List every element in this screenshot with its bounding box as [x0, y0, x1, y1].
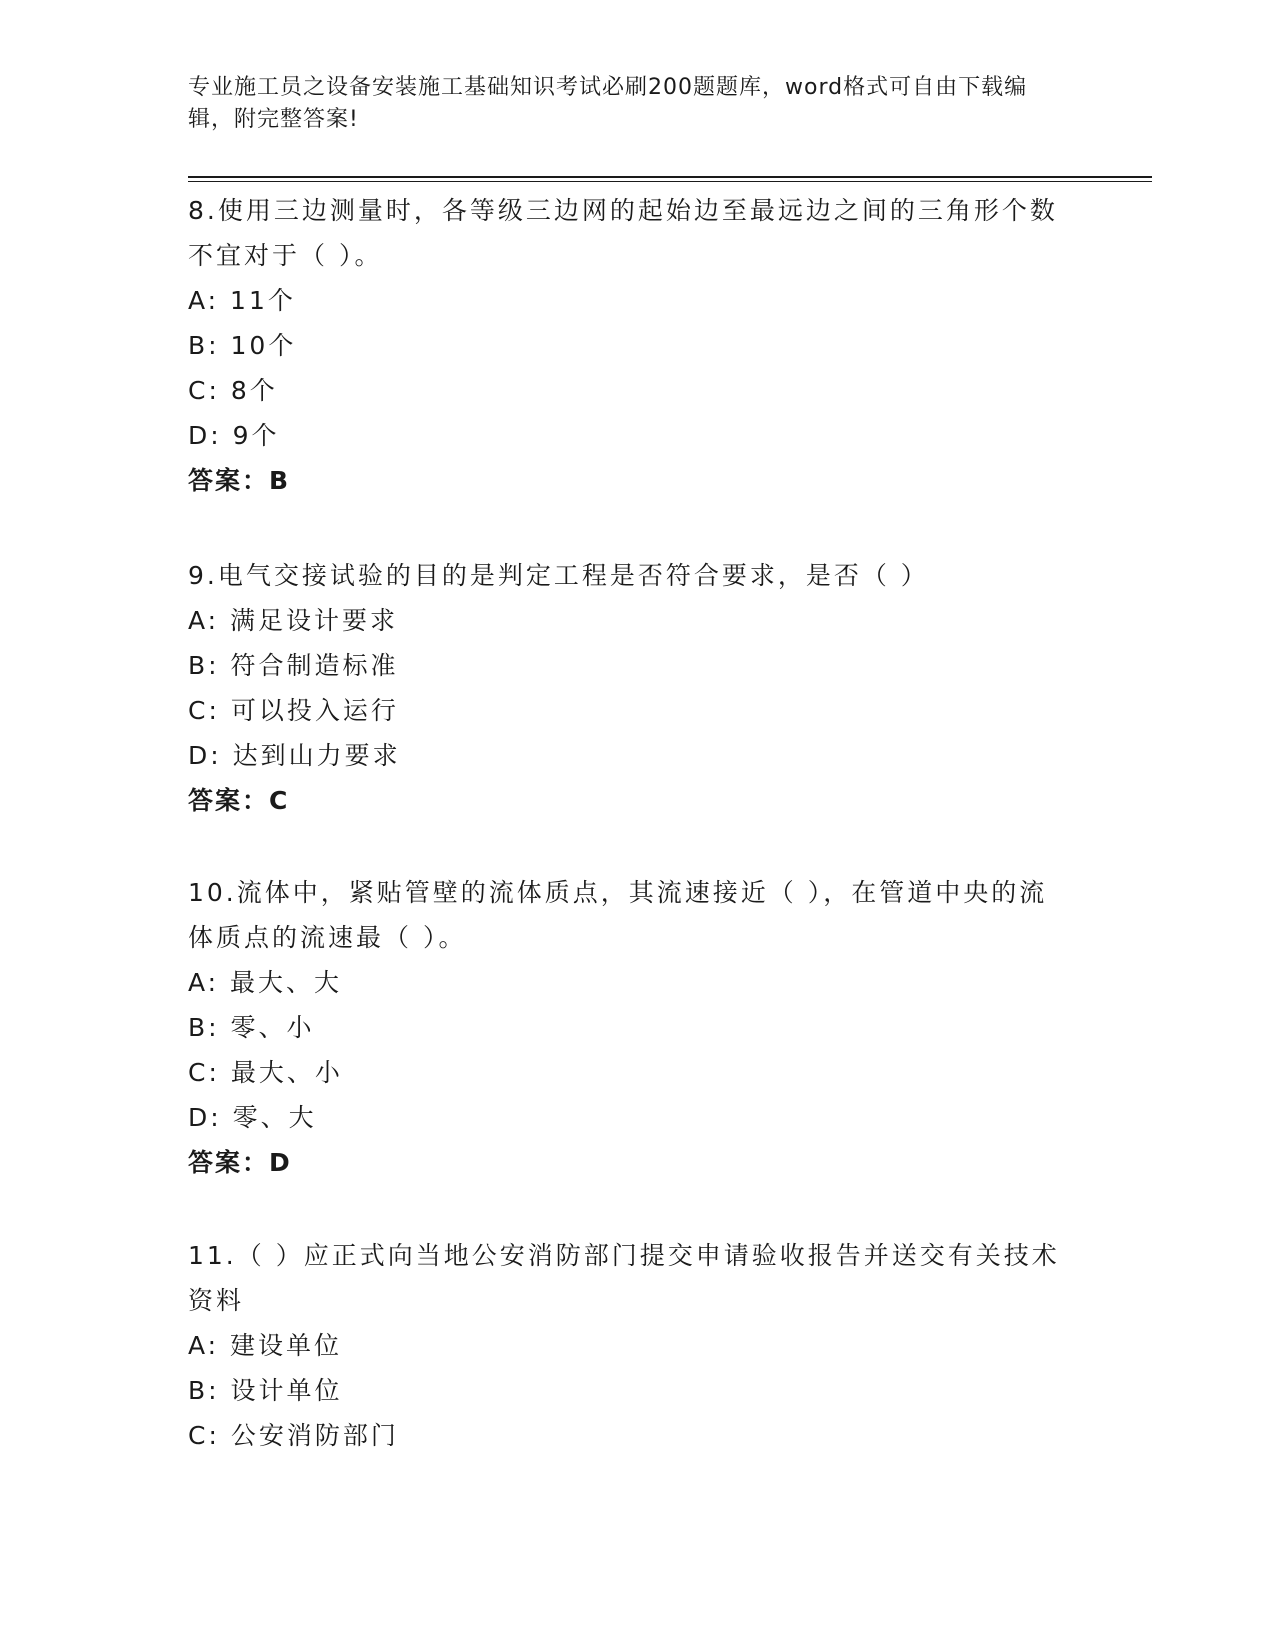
- option-b: B: 10个: [188, 331, 297, 360]
- question-stem: 9.电气交接试验的目的是判定工程是否符合要求，是否（ ）: [188, 561, 929, 590]
- option-c: C: 公安消防部门: [188, 1421, 399, 1450]
- answer-line: 答案：D: [188, 1148, 292, 1177]
- option-a: A: 建设单位: [188, 1331, 343, 1360]
- option-d: D: 9个: [188, 421, 280, 450]
- question-stem: 10.流体中，紧贴管壁的流体质点，其流速接近（ ），在管道中央的流体质点的流速最（ ）。: [188, 878, 1048, 952]
- answer-line: 答案：B: [188, 466, 291, 495]
- option-c: C: 8个: [188, 376, 278, 405]
- header-divider-thick: [188, 176, 1152, 178]
- option-b: B: 符合制造标准: [188, 651, 399, 680]
- question-8: [188, 188, 1068, 503]
- question-11: [188, 1233, 1068, 1458]
- option-a: A: 11个: [188, 286, 296, 315]
- option-d: D: 达到山力要求: [188, 741, 401, 770]
- option-b: B: 设计单位: [188, 1376, 343, 1405]
- document-header: 专业施工员之设备安装施工基础知识考试必刷200题题库，word格式可自由下载编辑，附完整答案!: [188, 75, 1028, 132]
- header-divider-thin: [188, 181, 1152, 182]
- option-d: D: 零、大: [188, 1103, 317, 1132]
- question-9: [188, 553, 1068, 823]
- option-c: C: 最大、小: [188, 1058, 343, 1087]
- option-c: C: 可以投入运行: [188, 696, 399, 725]
- option-a: A: 最大、大: [188, 968, 343, 997]
- answer-line: 答案：C: [188, 786, 290, 815]
- option-a: A: 满足设计要求: [188, 606, 399, 635]
- question-stem: 8.使用三边测量时，各等级三边网的起始边至最远边之间的三角形个数不宜对于（ ）。: [188, 196, 1058, 270]
- option-b: B: 零、小: [188, 1013, 315, 1042]
- question-10: [188, 870, 1068, 1185]
- question-stem: 11.（ ）应正式向当地公安消防部门提交申请验收报告并送交有关技术资料: [188, 1241, 1060, 1315]
